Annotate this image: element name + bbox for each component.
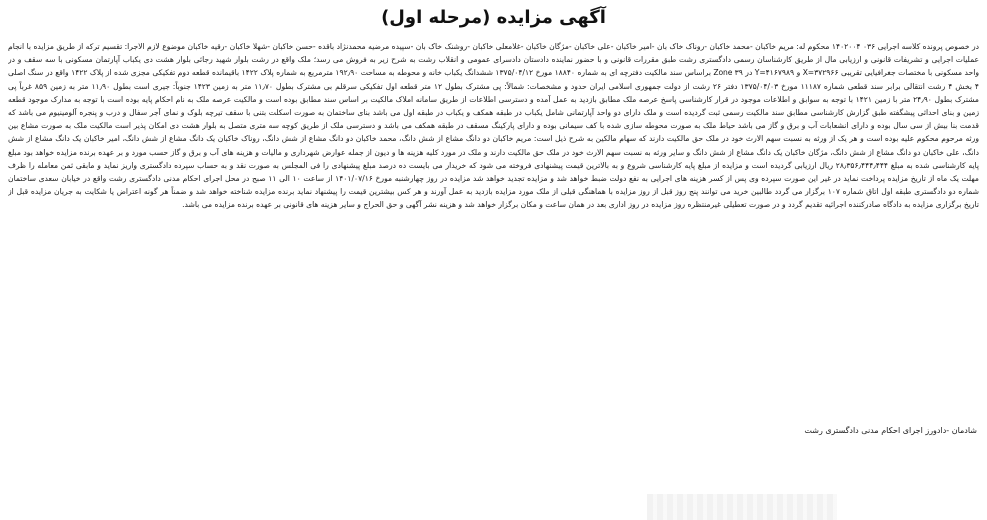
notice-title: آگهی مزایده (مرحله اول) (381, 7, 606, 28)
faint-bleed-through (647, 494, 837, 520)
notice-signature: شادمان -دادورز اجرای احکام مدنی دادگستری رشت (804, 426, 977, 435)
notice-body: در خصوص پرونده کلاسه اجرایی ۰۳۶ ۱۴۰۲۰۰۴ محکوم له: مریم خاکبان -محمد خاکبان -روناک خاک بان -امیر خاکبان -علی خاکبان -مژگان خاکبان -غلامعلی خاکبان -روشنک خاک بان -سپیده مرضیه محمدنژاد باقده -حسن خاکبان -شهلا خاکبان -رقیه خاکبان موضوع لازم الاجرا: تقسیم ترکه از طریق مزایده با انجام عملیات اجرایی و تشریفات قانونی و ارزیابی مال از طریق کارشناسان رسمی دادگستری رشت طبق مقررات قانونی و با حضور نماینده دادستان دادسرای عمومی و انقلاب رشت به شرح زیر به فروش می رسد؛ ملک واقع در رشت بلوار شهید رجائی بلوار هشت دی یکباب آپارتمان مسکونی با سه سقف و در واحد مسکونی با مختصات جغرافیایی تقریبی X=۳۷۲۹۶۶ و Y=۴۱۶۷۹۸۹ در Zone ۳۹ براساس سند مالکیت دفترچه ای به شماره ۱۸۸۴۰ مورخ ۱۳۷۵/۰۴/۱۲ ششدانگ یکباب خانه و محوطه به مساحت ۱۹۲٫۹۰ مترمربع به شماره پلاک ۱۴۲۲ باقیمانده قطعه دوم تفکیکی مجزی شده از پلاک ۱۴۲۲ واقع در سنگ اصلی ۴ بخش ۴ رشت انتقالی برابر سند قطعی شماره ۱۱۱۸۷ مورخ ۱۳۷۵/۰۴/۰۳ دفتر ۲۶ رشت از دولت جمهوری اسلامی ایران حدود و مشخصات: شمالاً: پی مشترک بطول ۱۲ متر قطعه اول تفکیکی سرقلم بی مشترک بطول ۱۱٫۷۰ متر به زمین ۱۴۲۳ جنوباً: جیری است بطول ۱۱٫۹۰ متر به زمین ۸۵۹ غرباً پی مشترک بطول ۲۴٫۹۰ متر با زمین ۱۴۲۱ با توجه به سوابق و اطلاعات موجود در قرار کارشناسی پاسخ عرصه ملک مطابق بازدید به عمل آمده و دسترسی اطلاعات از طریق سامانه املاک مالکیت بر اساس سند مطابق بوده است و مالکیت عرصه ملک به نام احکام پایه بوده است با توجه به مدارک موجود قطعه زمین و بنای احداثی پیشگفته طبق گزارش کارشناسی مطابق سند مالکیت رسمی ثبت گردیده است و ملک دارای دو واحد آپارتمانی شامل یکباب در طبقه همکف و یکباب در طبقه اول می باشد بنای ساختمان به صورت اسکلت بتنی با سقف تیرچه بلوک و نمای آجر سفال و درب و پنجره آلومینیوم می باشد که قدمت بنا بیش از سی سال بوده و دارای انشعابات آب و برق و گاز می باشد حیاط ملک به صورت محوطه سازی شده با کف سیمانی بوده و دارای پارکینگ مسقف در طبقه همکف می باشد و دسترسی ملک از طریق کوچه سه متری متصل به بلوار هشت دی امکان پذیر است مالکیت ملک به صورت مشاع بین ورثه مرحوم محکوم علیه بوده است و هر یک از ورثه به نسبت سهم الارث خود در ملک حق مالکیت دارند که سهام مالکین به شرح ذیل است: مریم خاکبان دو دانگ مشاع از شش دانگ، محمد خاکبان دو دانگ مشاع از شش دانگ، روناک خاکبان یک دانگ مشاع از شش دانگ، امیر خاکبان یک دانگ مشاع از شش دانگ، علی خاکبان دو دانگ مشاع از شش دانگ، مژگان خاکبان یک دانگ مشاع از شش دانگ و سایر ورثه به نسبت سهم الارث خود در ملک حق مالکیت دارند و ملک در مورد کلیه هزینه ها و دیون از جمله عوارض شهرداری و مالیات و هزینه های آب و برق و گاز حسب مورد و بر عهده برنده مزایده خواهد بود مبلغ پایه کارشناسی شده به مبلغ ۲۸٫۳۵۶٫۴۴۴٫۴۴۴ ریال ارزیابی گردیده است و مزایده از مبلغ پایه کارشناسی شروع و به بالاترین قیمت پیشنهادی فروخته می شود که خریدار می بایست ده درصد مبلغ پیشنهادی را فی المجلس به صورت نقد و به حساب سپرده دادگستری واریز نماید و مابقی ثمن معامله را ظرف مهلت یک ماه از تاریخ مزایده پرداخت نماید در غیر این صورت سپرده وی پس از کسر هزینه های اجرایی به نفع دولت ضبط خواهد شد و مزایده تجدید خواهد شد مزایده در روز چهارشنبه مورخ ۱۴۰۱/۰۷/۱۶ از ساعت ۱۰ الی ۱۱ صبح در محل اجرای احکام مدنی دادگستری رشت واقع در خیابان سعدی ساختمان شماره دو دادگستری طبقه اول اتاق شماره ۱۰۷ برگزار می گردد طالبین خرید می توانند پنج روز قبل از روز مزایده با هماهنگی قبلی از ملک مورد مزایده بازدید به عمل آورند و هر کس بیشترین قیمت را پیشنهاد نماید برنده مزایده شناخته خواهد شد و ضمناً هر گونه اعتراض یا شکایت به جریان مزایده قبل از تاریخ برگزاری مزایده به دادگاه صادرکننده اجرائیه تقدیم گردد و در صورت تعطیلی غیرمنتظره روز مزایده در روز اداری بعد در همان ساعت و مکان برگزار خواهد شد و هزینه نشر آگهی و حق الحراج و سایر هزینه های قانونی بر عهده برنده مزایده می باشد. (8, 42, 979, 210)
bottom-faint-area (0, 486, 987, 520)
